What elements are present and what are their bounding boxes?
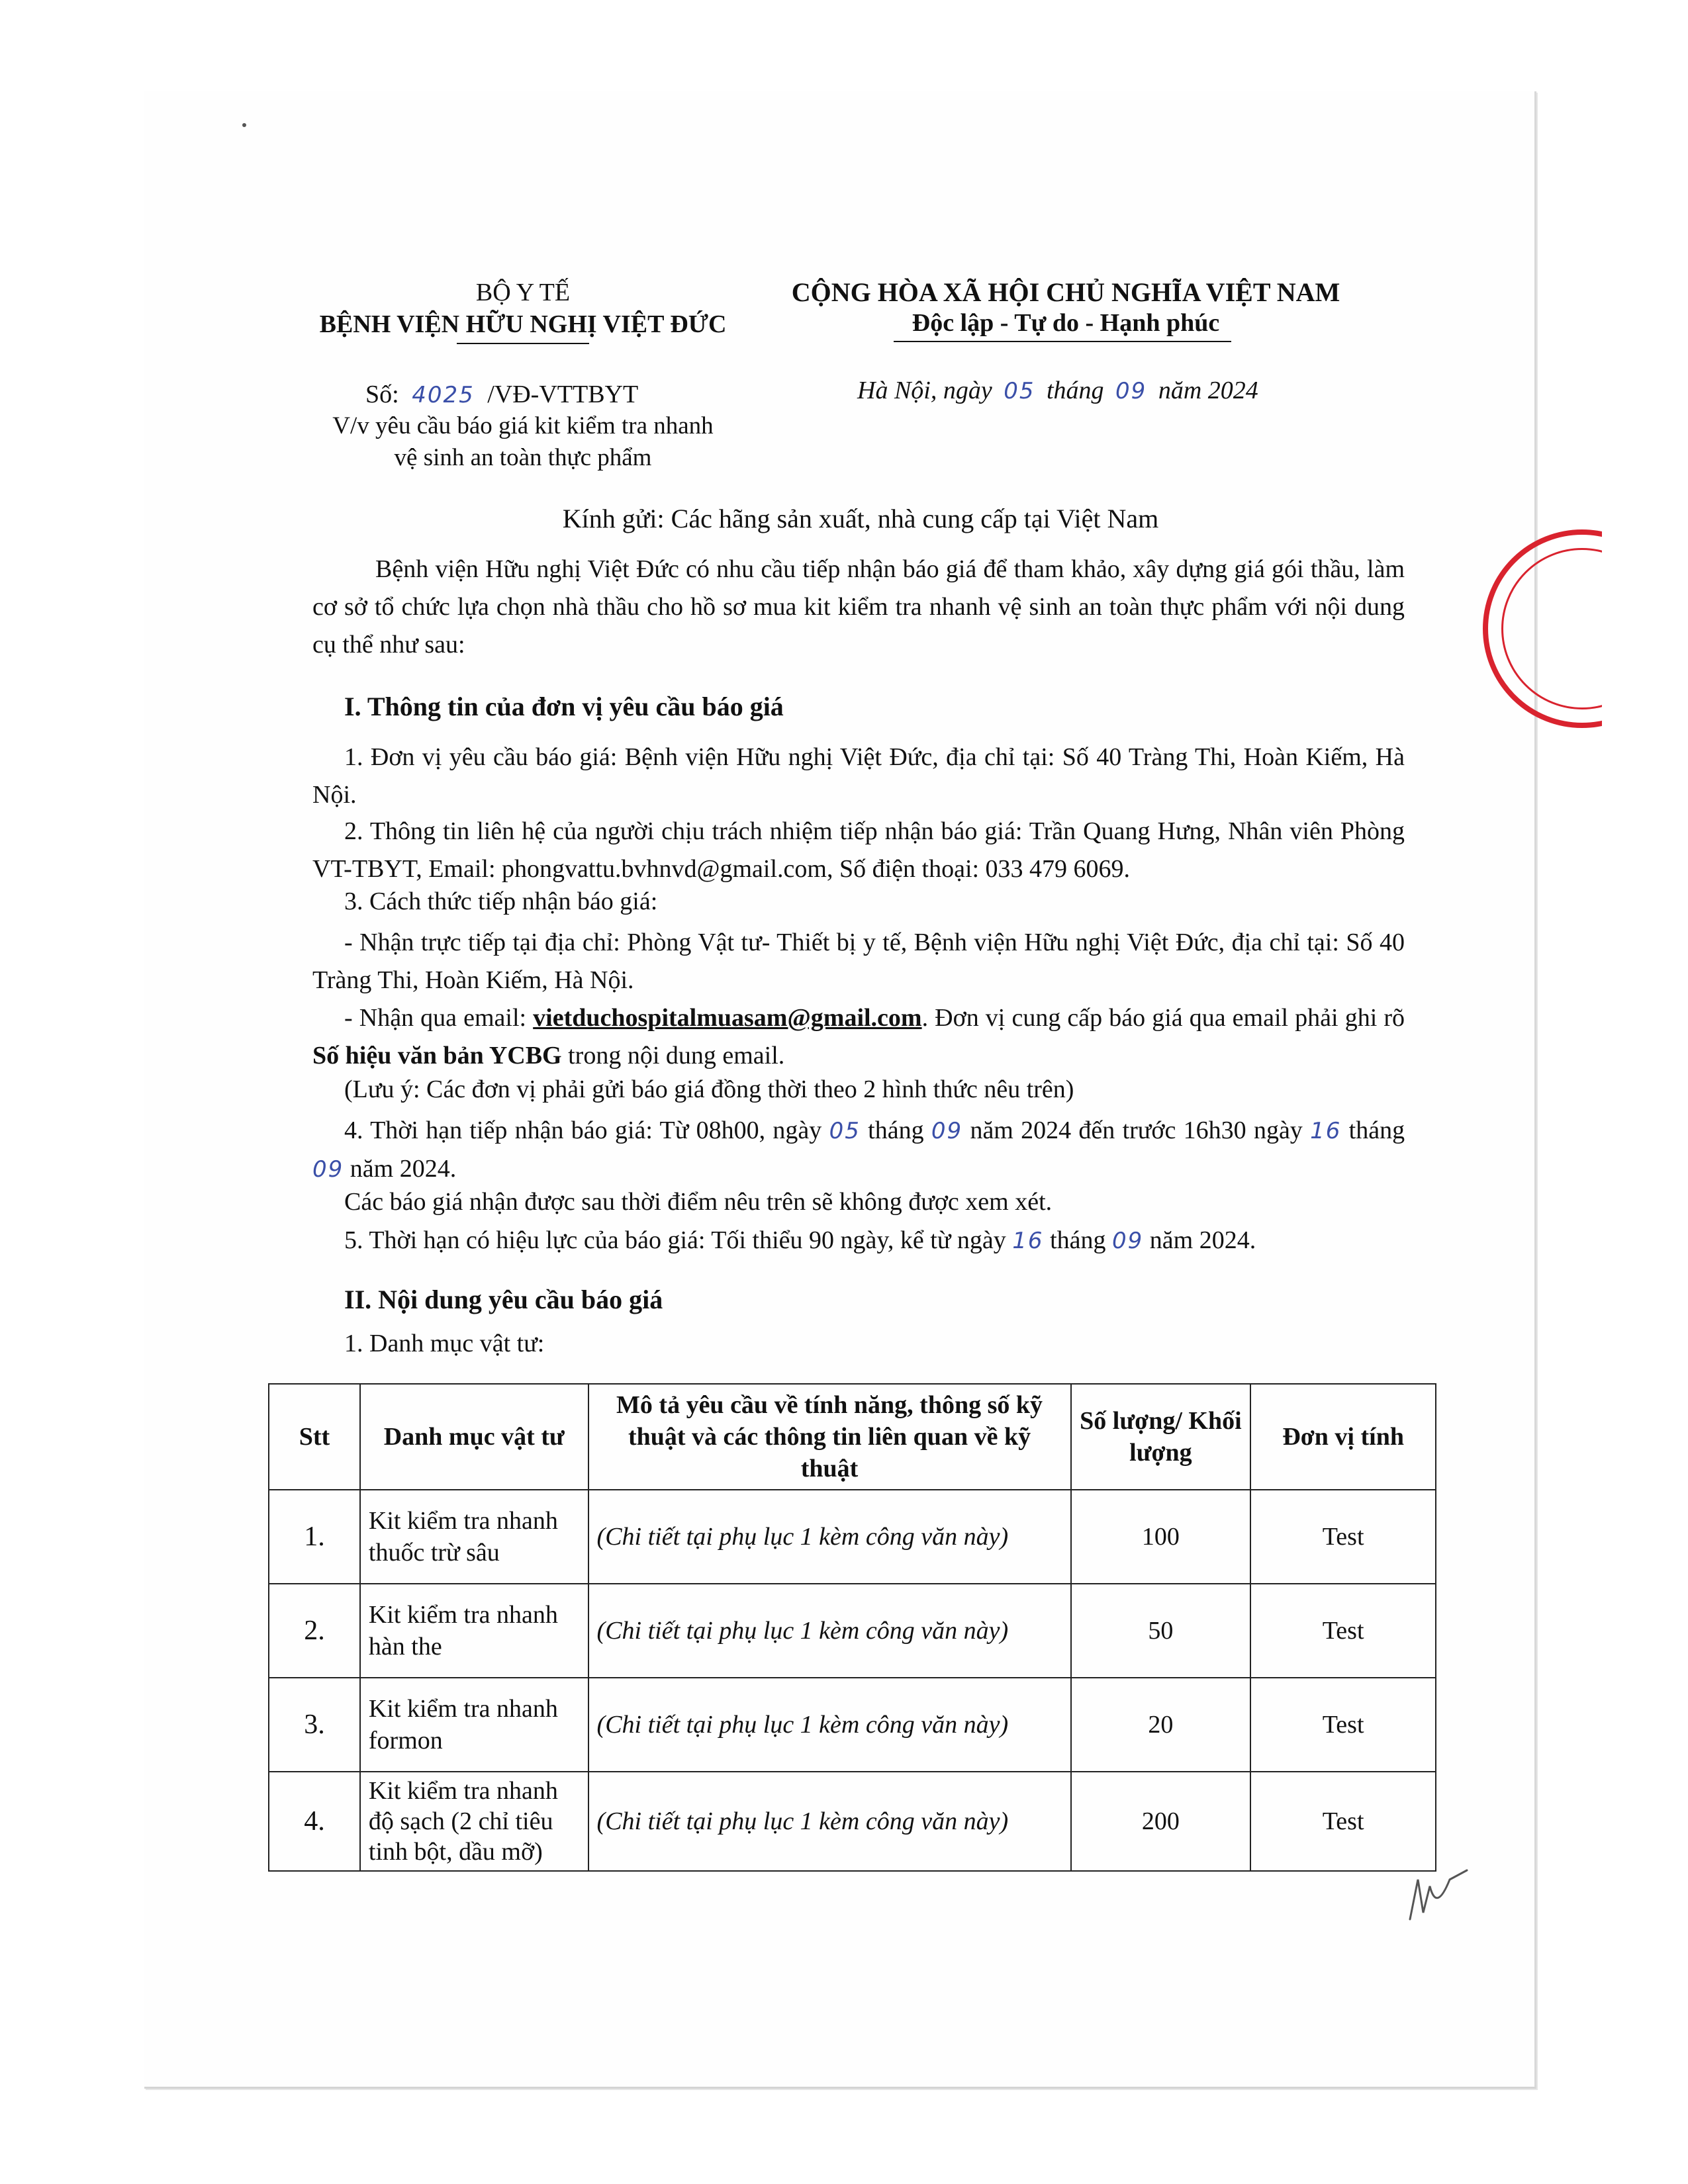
row-stt: 1.	[269, 1490, 360, 1584]
deadline-text-c: năm 2024 đến trước 16h30	[970, 1116, 1246, 1144]
row-item-name: Kit kiểm tra nhanh formon	[360, 1678, 588, 1772]
row-quantity: 50	[1071, 1584, 1251, 1678]
validity-text-b: tháng	[1050, 1226, 1106, 1254]
section-1-item-3: 3. Cách thức tiếp nhận báo giá:	[344, 887, 658, 915]
row-stt: 2.	[269, 1584, 360, 1678]
initials-signature	[1403, 1866, 1476, 1926]
date-day: 05	[1004, 378, 1035, 404]
items-table	[268, 1383, 1436, 1872]
table-row	[269, 1772, 1436, 1871]
section-1-item-3a: - Nhận trực tiếp tại địa chỉ: Phòng Vật tư- Thiết bị y tế, Bệnh viện Hữu nghị Việt Đức, địa chỉ tại: Số 40 Tràng Thi, Hoàn Kiếm, Hà Nội.	[312, 929, 1405, 994]
row-stt: 3.	[269, 1678, 360, 1772]
table-row	[269, 1678, 1436, 1772]
row-unit: Test	[1250, 1772, 1436, 1871]
header-quantity: Số lượng/ Khối lượng	[1071, 1384, 1251, 1490]
table-header-row	[269, 1384, 1436, 1490]
deadline-text-a: 4. Thời hạn tiếp nhận báo giá: Từ 08h00, ngày	[344, 1116, 822, 1144]
row-quantity: 20	[1071, 1678, 1251, 1772]
deadline-text-f: năm 2024.	[350, 1155, 457, 1183]
ministry-name: BỘ Y TẾ	[475, 279, 571, 306]
section-2-title: II. Nội dung yêu cầu báo giá	[344, 1285, 663, 1314]
table-row	[269, 1584, 1436, 1678]
validity-text-c: năm 2024.	[1149, 1226, 1256, 1254]
date-month: 09	[1115, 378, 1147, 404]
row-description: (Chi tiết tại phụ lục 1 kèm công văn này)	[588, 1584, 1071, 1678]
section-1-item-5	[344, 1226, 1256, 1255]
row-description: (Chi tiết tại phụ lục 1 kèm công văn này)	[588, 1490, 1071, 1584]
deadline-end-month: 09	[312, 1156, 344, 1183]
hospital-name: BỆNH VIỆN HỮU NGHỊ VIỆT ĐỨC	[319, 310, 727, 338]
deadline-start-day: 05	[829, 1118, 861, 1144]
section-1-item-2: 2. Thông tin liên hệ của người chịu trách nhiệm tiếp nhận báo giá: Trần Quang Hưng, Nhân viên Phòng VT-TBYT, Email: phongvattu.bvhnvd@gmail.com, Số điện thoại: 033 479 6069.	[312, 817, 1405, 883]
section-2-subtitle: 1. Danh mục vật tư:	[344, 1330, 545, 1357]
doc-number	[365, 380, 638, 409]
row-item-name: Kit kiểm tra nhanh độ sạch (2 chỉ tiêu tinh bột, dầu mỡ)	[360, 1772, 588, 1871]
row-quantity: 200	[1071, 1772, 1251, 1871]
deadline-note: Các báo giá nhận được sau thời điểm nêu trên sẽ không được xem xét.	[344, 1188, 1053, 1216]
email-suffix: trong nội dung email.	[568, 1042, 785, 1069]
row-item-name: Kit kiểm tra nhanh hàn the	[360, 1584, 588, 1678]
row-quantity: 100	[1071, 1490, 1251, 1584]
row-description: (Chi tiết tại phụ lục 1 kèm công văn này)	[588, 1678, 1071, 1772]
doc-number-suffix: /VĐ-VTTBYT	[487, 381, 639, 408]
validity-text-a: 5. Thời hạn có hiệu lực của báo giá: Tối thiểu 90 ngày, kể từ ngày	[344, 1226, 1006, 1254]
row-unit: Test	[1250, 1490, 1436, 1584]
deadline-start-month: 09	[931, 1118, 963, 1144]
section-1-item-3b	[312, 999, 1405, 1075]
date-month-label: tháng	[1046, 377, 1104, 404]
country-name: CỘNG HÒA XÃ HỘI CHỦ NGHĨA VIỆT NAM	[791, 277, 1340, 307]
hospital-underline	[457, 343, 589, 344]
scan-speck	[242, 123, 246, 127]
validity-day: 16	[1012, 1228, 1044, 1254]
addressee: Kính gửi: Các hãng sản xuất, nhà cung cấp tại Việt Nam	[562, 504, 1159, 533]
row-unit: Test	[1250, 1678, 1436, 1772]
subject-line-2: vệ sinh an toàn thực phẩm	[394, 444, 652, 471]
doc-number-handwritten: 4025	[412, 382, 475, 408]
email-link[interactable]: vietduchospitalmuasam@gmail.com	[533, 1004, 922, 1032]
deadline-text-b: tháng	[868, 1116, 924, 1144]
email-mid: . Đơn vị cung cấp báo giá qua email phải ghi rõ	[921, 1004, 1405, 1032]
official-seal-stamp	[1483, 529, 1602, 748]
header-item-name: Danh mục vật tư	[360, 1384, 588, 1490]
section-1-item-1: 1. Đơn vị yêu cầu báo giá: Bệnh viện Hữu nghị Việt Đức, địa chỉ tại: Số 40 Tràng Thi, Hoàn Kiếm, Hà Nội.	[312, 743, 1405, 809]
deadline-text-e: tháng	[1348, 1116, 1405, 1144]
section-1-title: I. Thông tin của đơn vị yêu cầu báo giá	[344, 692, 784, 721]
section-1-item-4	[312, 1112, 1405, 1189]
row-stt: 4.	[269, 1772, 360, 1871]
doc-id-emphasis: Số hiệu văn bản YCBG	[312, 1042, 562, 1069]
validity-month: 09	[1112, 1228, 1144, 1254]
issue-date	[857, 376, 1258, 405]
deadline-text-d: ngày	[1253, 1116, 1303, 1144]
deadline-end-day: 16	[1310, 1118, 1342, 1144]
date-year: năm 2024	[1158, 377, 1258, 404]
row-item-name: Kit kiểm tra nhanh thuốc trừ sâu	[360, 1490, 588, 1584]
header-description: Mô tả yêu cầu về tính năng, thông số kỹ thuật và các thông tin liên quan về kỹ thuật	[588, 1384, 1071, 1490]
motto-underline	[894, 341, 1231, 342]
table-row	[269, 1490, 1436, 1584]
motto: Độc lập - Tự do - Hạnh phúc	[912, 309, 1220, 337]
date-prefix: Hà Nội, ngày	[857, 377, 992, 404]
header-stt: Stt	[269, 1384, 360, 1490]
doc-number-label: Số:	[365, 381, 399, 408]
row-unit: Test	[1250, 1584, 1436, 1678]
intro-paragraph: Bệnh viện Hữu nghị Việt Đức có nhu cầu tiếp nhận báo giá để tham khảo, xây dựng giá gói thầu, làm cơ sở tổ chức lựa chọn nhà thầu cho hồ sơ mua kit kiểm tra nhanh vệ sinh an toàn thực phẩm với nội dung cụ thể như sau:	[312, 555, 1405, 659]
email-intro: - Nhận qua email:	[344, 1004, 527, 1032]
row-description: (Chi tiết tại phụ lục 1 kèm công văn này)	[588, 1772, 1071, 1871]
subject-line-1: V/v yêu cầu báo giá kit kiểm tra nhanh	[332, 412, 714, 439]
header-unit: Đơn vị tính	[1250, 1384, 1436, 1490]
note: (Lưu ý: Các đơn vị phải gửi báo giá đồng thời theo 2 hình thức nêu trên)	[344, 1075, 1074, 1103]
